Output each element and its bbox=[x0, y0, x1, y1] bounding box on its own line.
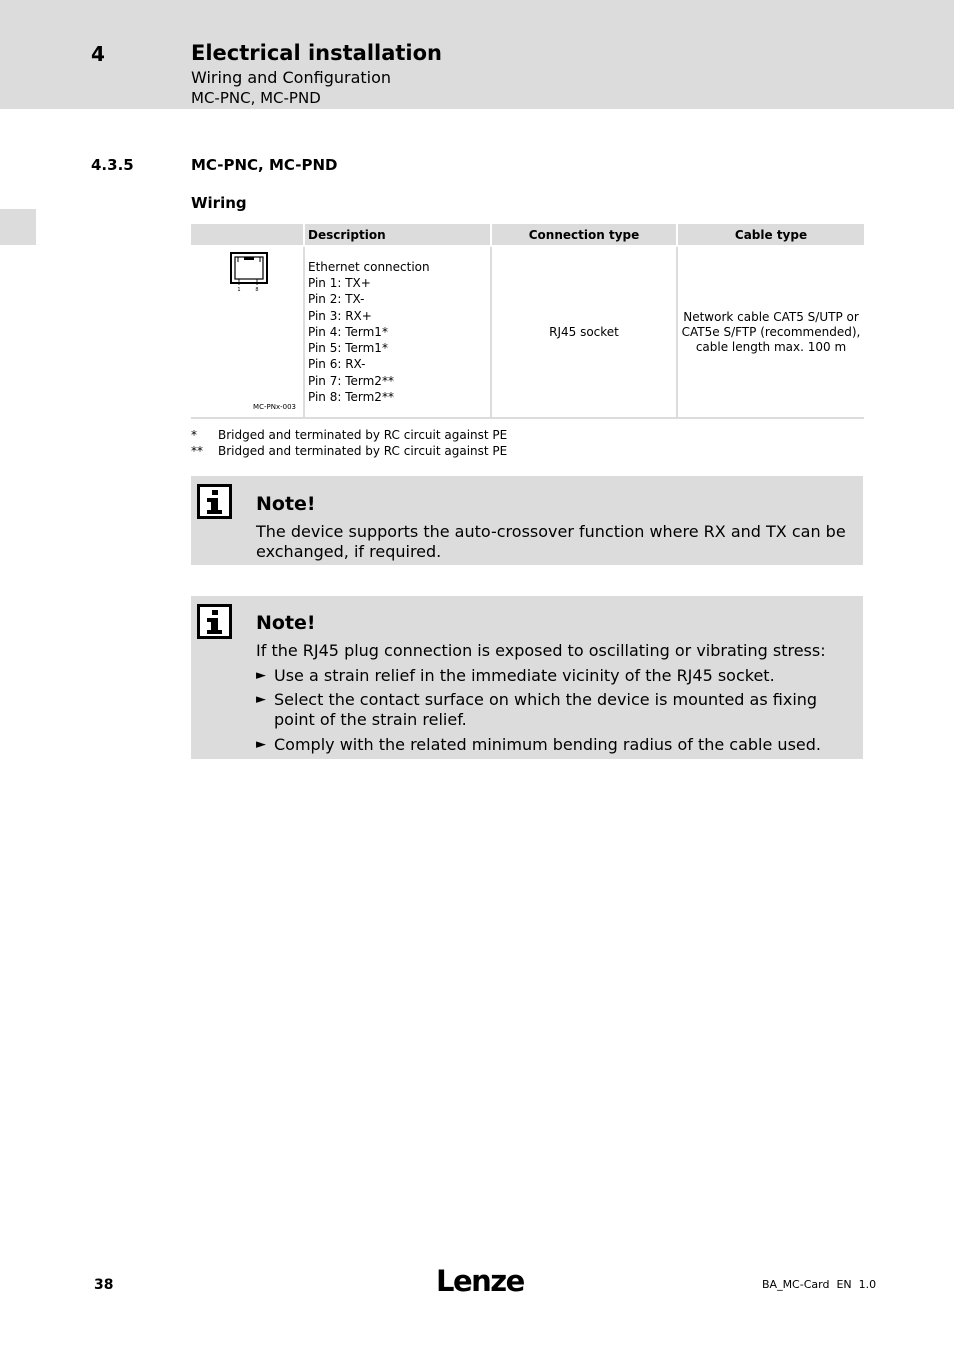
header-subtitle-2: MC-PNC, MC-PND bbox=[191, 89, 321, 107]
description-line: Pin 7: Term2** bbox=[308, 373, 394, 388]
note-text: The device supports the auto-crossover function where RX and TX can be exchanged, if required. bbox=[256, 522, 846, 561]
cable-type-line: cable length max. 100 m bbox=[695, 339, 847, 354]
page-number: 38 bbox=[94, 1277, 114, 1293]
table-header-cable-type: Cable type bbox=[677, 224, 864, 246]
connection-type-cell: RJ45 socket bbox=[491, 246, 677, 418]
footnote-mark: * bbox=[191, 428, 197, 442]
figure-label: MC-PNx-003 bbox=[253, 403, 296, 411]
info-icon bbox=[197, 484, 232, 519]
table-header-description: Description bbox=[304, 224, 491, 246]
note-box bbox=[191, 596, 863, 759]
table-row bbox=[191, 246, 864, 418]
cable-type-line: Network cable CAT5 S/UTP or bbox=[683, 309, 859, 324]
bullet-arrow-icon: ► bbox=[256, 692, 266, 707]
chapter-title: Electrical installation bbox=[191, 41, 442, 65]
cable-type-line: CAT5e S/FTP (recommended), bbox=[681, 324, 861, 339]
table-header-connection-type: Connection type bbox=[491, 224, 677, 246]
chapter-side-tab bbox=[0, 209, 36, 245]
description-line: Pin 6: RX- bbox=[308, 357, 366, 372]
note-title: Note! bbox=[256, 493, 316, 515]
description-line: Pin 3: RX+ bbox=[308, 308, 372, 323]
bullet-arrow-icon: ► bbox=[256, 668, 266, 683]
note-title: Note! bbox=[256, 612, 316, 634]
bullet-arrow-icon: ► bbox=[256, 737, 266, 752]
rj45-figure-cell bbox=[191, 246, 304, 418]
footnote-text: Bridged and terminated by RC circuit against PE bbox=[218, 428, 508, 442]
table-header-row bbox=[191, 224, 864, 246]
bullet-text: Use a strain relief in the immediate vicinity of the RJ45 socket. bbox=[274, 666, 775, 685]
wiring-heading: Wiring bbox=[191, 194, 247, 212]
description-line: Ethernet connection bbox=[308, 259, 430, 274]
header-subtitle-1: Wiring and Configuration bbox=[191, 68, 392, 87]
section-title: MC-PNC, MC-PND bbox=[191, 156, 338, 174]
footnote-text: Bridged and terminated by RC circuit against PE bbox=[218, 444, 508, 458]
table-header-image bbox=[191, 224, 304, 246]
description-line: Pin 2: TX- bbox=[308, 292, 365, 307]
section-number: 4.3.5 bbox=[91, 156, 134, 174]
note-box bbox=[191, 476, 863, 565]
description-line: Pin 1: TX+ bbox=[308, 275, 371, 290]
description-line: Pin 4: Term1* bbox=[308, 324, 388, 339]
chapter-number: 4 bbox=[91, 42, 105, 66]
wiring-table bbox=[191, 224, 864, 419]
description-cell bbox=[304, 246, 491, 418]
pin-label-1: 1 bbox=[237, 287, 241, 292]
cable-type-cell bbox=[677, 246, 864, 418]
info-icon bbox=[197, 604, 232, 639]
bullet-text: Comply with the related minimum bending radius of the cable used. bbox=[274, 735, 821, 754]
note-text: If the RJ45 plug connection is exposed to oscillating or vibrating stress: bbox=[256, 641, 826, 660]
header-band bbox=[0, 0, 954, 109]
document-id: BA_MC-Card EN 1.0 bbox=[762, 1278, 877, 1291]
bullet-text: Select the contact surface on which the device is mounted as fixing point of the strain relief. bbox=[274, 690, 818, 729]
pin-label-8: 8 bbox=[255, 287, 259, 292]
description-line: Pin 8: Term2** bbox=[308, 390, 394, 405]
rj45-socket-icon bbox=[230, 252, 268, 292]
footnote-mark: ** bbox=[191, 444, 203, 458]
lenze-logo: Lenze bbox=[436, 1264, 524, 1298]
description-line: Pin 5: Term1* bbox=[308, 341, 388, 356]
